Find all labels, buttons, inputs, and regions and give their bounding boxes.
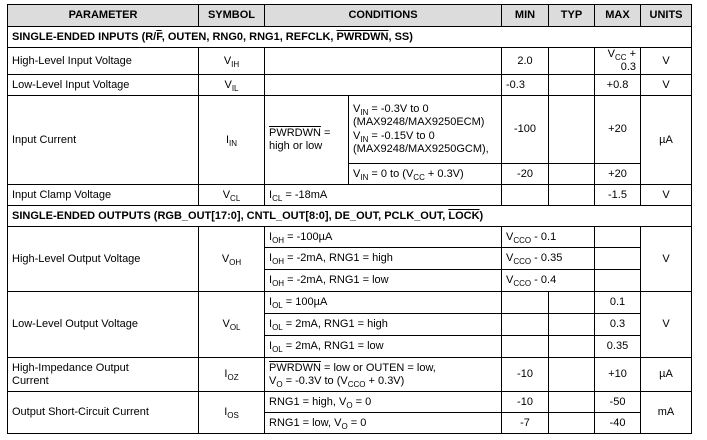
conditions-cell: $I_{OL} = 2mA$, RNG1 = low <box>265 336 502 358</box>
min-cell: -20 <box>502 164 549 185</box>
header-row <box>8 5 692 27</box>
min-cell: -10 <box>502 392 549 413</box>
table-row-ios-1 <box>8 392 692 413</box>
header-typ: TYP <box>549 5 595 27</box>
units-cell: µA <box>641 96 692 185</box>
max-cell <box>595 227 641 248</box>
symbol-cell: $V_{CL}$ <box>199 185 265 206</box>
symbol-cell: $I_{OS}$ <box>199 392 265 434</box>
min-cell: $V_{CCO} - 0.35$ <box>502 248 595 270</box>
spec-sheet <box>7 4 692 434</box>
units-cell: V <box>641 48 692 75</box>
conditions-pwrdwn-cell: PWRDWN = high or low <box>265 96 349 185</box>
min-cell: -0.3 <box>502 75 549 96</box>
conditions-cell: $I_{OH} = -100\mu A$ <box>265 227 502 248</box>
max-cell: $V_{CC} + 0.3$ <box>595 48 641 75</box>
symbol-cell: $V_{IL}$ <box>199 75 265 96</box>
min-cell: -10 <box>502 358 549 392</box>
max-cell: -50 <box>595 392 641 413</box>
typ-cell <box>549 314 595 336</box>
table-row-ioz <box>8 358 692 392</box>
typ-cell <box>549 336 595 358</box>
conditions-sub-cell: $V_{IN} = -0.3V$ to 0 (MAX9248/MAX9250ECM) $V_{IN} = -0.15V$ to 0 (MAX9248/MAX9250GCM), <box>349 96 502 164</box>
section-title-inputs: SINGLE-ENDED INPUTS ($R/\overline{F}$, OUTEN, RNG0, RNG1, REFCLK, PWRDWN, SS) <box>8 27 692 48</box>
symbol-cell: $V_{OL}$ <box>199 292 265 358</box>
max-cell: +0.8 <box>595 75 641 96</box>
electrical-characteristics-table <box>7 4 692 434</box>
symbol-cell: $V_{IH}$ <box>199 48 265 75</box>
conditions-cell: PWRDWN = low or OUTEN = low, $V_O = -0.3V$ to $(V_{CCO} + 0.3V)$ <box>265 358 502 392</box>
conditions-cell: RNG1 = low, $V_O = 0$ <box>265 413 502 434</box>
symbol-cell: $I_{OZ}$ <box>199 358 265 392</box>
header-parameter: PARAMETER <box>8 5 199 27</box>
section-row-inputs <box>8 27 692 48</box>
header-conditions: CONDITIONS <box>265 5 502 27</box>
typ-cell <box>549 413 595 434</box>
units-cell: µA <box>641 358 692 392</box>
max-cell: +20 <box>595 96 641 164</box>
max-cell: +20 <box>595 164 641 185</box>
typ-cell <box>549 48 595 75</box>
min-cell: $V_{CCO} - 0.4$ <box>502 270 595 292</box>
units-cell: V <box>641 227 692 292</box>
conditions-sub-cell: $V_{IN} = 0$ to $(V_{CC} + 0.3V)$ <box>349 164 502 185</box>
param-cell: High-Level Output Voltage <box>8 227 199 292</box>
typ-cell <box>549 392 595 413</box>
min-cell <box>502 336 549 358</box>
table-row-voh-1 <box>8 227 692 248</box>
conditions-cell: RNG1 = high, $V_O = 0$ <box>265 392 502 413</box>
header-symbol: SYMBOL <box>199 5 265 27</box>
units-cell: V <box>641 292 692 358</box>
max-cell: 0.1 <box>595 292 641 314</box>
section-row-outputs <box>8 206 692 227</box>
units-cell: V <box>641 75 692 96</box>
section-title-outputs: SINGLE-ENDED OUTPUTS (RGB_OUT[17:0], CNTL_OUT[8:0], DE_OUT, PCLK_OUT, LOCK) <box>8 206 692 227</box>
param-cell: Input Clamp Voltage <box>8 185 199 206</box>
param-cell: High-Impedance Output Current <box>8 358 199 392</box>
conditions-cell <box>265 48 502 75</box>
max-cell: -1.5 <box>595 185 641 206</box>
min-cell: -7 <box>502 413 549 434</box>
max-cell: 0.35 <box>595 336 641 358</box>
symbol-cell: $V_{OH}$ <box>199 227 265 292</box>
min-cell <box>502 292 549 314</box>
min-cell: -100 <box>502 96 549 164</box>
typ-cell <box>549 292 595 314</box>
conditions-cell: $I_{OH} = -2mA$, RNG1 = low <box>265 270 502 292</box>
units-cell: mA <box>641 392 692 434</box>
min-cell: 2.0 <box>502 48 549 75</box>
param-cell: Output Short-Circuit Current <box>8 392 199 434</box>
max-cell: 0.3 <box>595 314 641 336</box>
typ-cell <box>549 75 595 96</box>
units-cell: V <box>641 185 692 206</box>
header-max: MAX <box>595 5 641 27</box>
typ-cell <box>549 164 595 185</box>
typ-cell <box>549 185 595 206</box>
table-row-vih <box>8 48 692 75</box>
table-row-vil <box>8 75 692 96</box>
param-cell: Input Current <box>8 96 199 185</box>
min-cell <box>502 314 549 336</box>
max-cell <box>595 248 641 270</box>
conditions-cell: $I_{CL} = -18mA$ <box>265 185 502 206</box>
conditions-cell: $I_{OH} = -2mA$, RNG1 = high <box>265 248 502 270</box>
min-cell: $V_{CCO} - 0.1$ <box>502 227 595 248</box>
table-row-vol-1 <box>8 292 692 314</box>
table-row-iin-1 <box>8 96 692 164</box>
symbol-cell: $I_{IN}$ <box>199 96 265 185</box>
header-units: UNITS <box>641 5 692 27</box>
param-cell: Low-Level Output Voltage <box>8 292 199 358</box>
conditions-cell <box>265 75 502 96</box>
max-cell: +10 <box>595 358 641 392</box>
conditions-cell: $I_{OL} = 2mA$, RNG1 = high <box>265 314 502 336</box>
table-row-vcl <box>8 185 692 206</box>
header-min: MIN <box>502 5 549 27</box>
typ-cell <box>549 96 595 164</box>
min-cell <box>502 185 549 206</box>
param-cell: High-Level Input Voltage <box>8 48 199 75</box>
max-cell <box>595 270 641 292</box>
param-cell: Low-Level Input Voltage <box>8 75 199 96</box>
max-cell: -40 <box>595 413 641 434</box>
typ-cell <box>549 358 595 392</box>
conditions-cell: $I_{OL} = 100\mu A$ <box>265 292 502 314</box>
